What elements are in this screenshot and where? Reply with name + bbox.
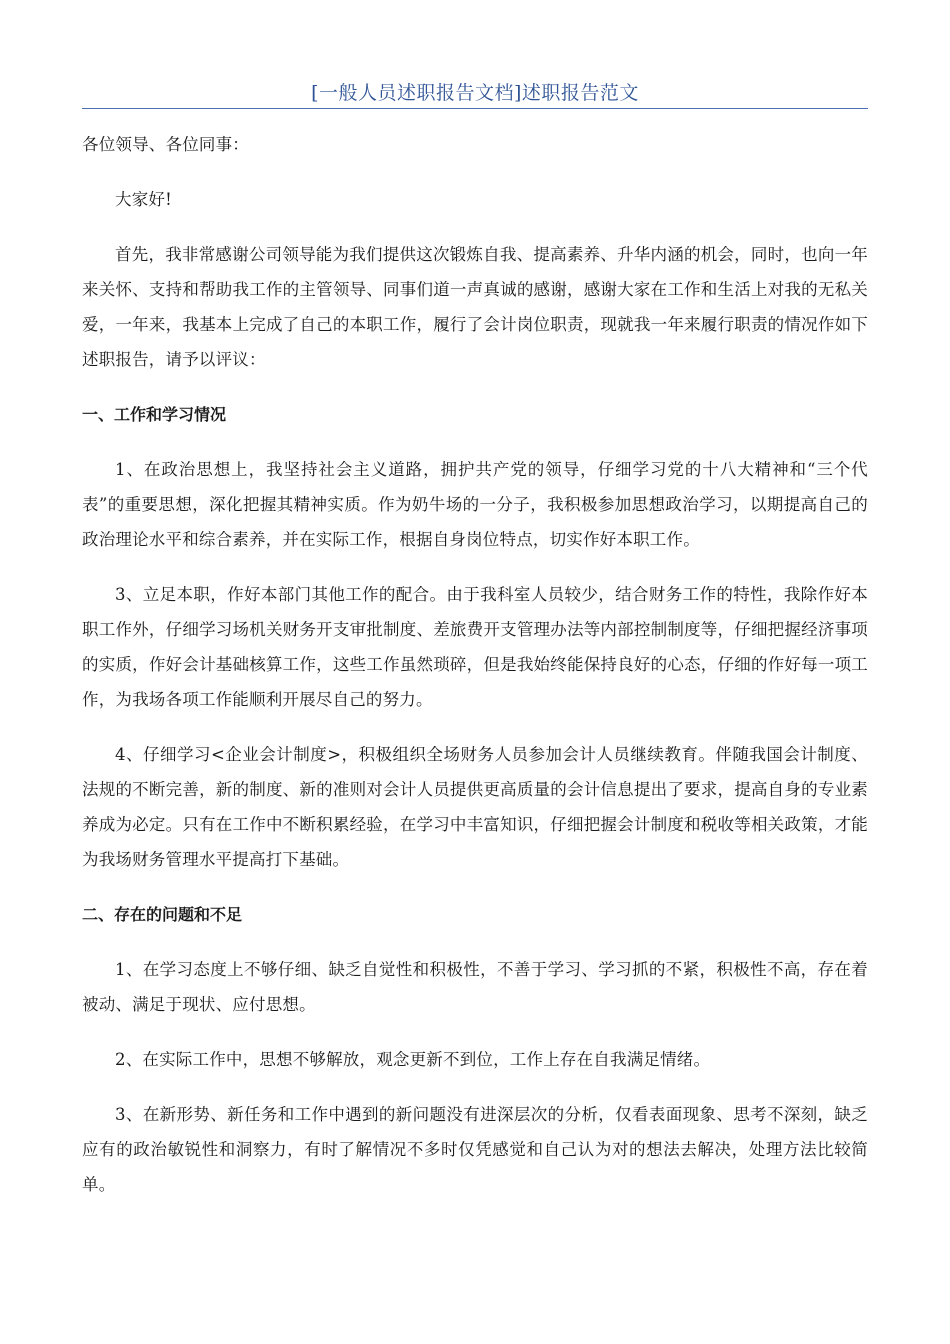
section1-item: 4、仔细学习<企业会计制度>，积极组织全场财务人员参加会计人员继续教育。伴随我国会计制度、法规的不断完善，新的制度、新的准则对会计人员提供更高质量的会计信息提出了要求，提高自身的专业素养成为必定。只有在工作中不断积累经验，在学习中丰富知识，仔细把握会计制度和税收等相关政策，才能为我场财务管理水平提高打下基础。: [82, 745, 868, 869]
title-underline: [82, 108, 868, 109]
section1-item: 3、立足本职，作好本部门其他工作的配合。由于我科室人员较少，结合财务工作的特性，我除作好本职工作外，仔细学习场机关财务开支审批制度、差旅费开支管理办法等内部控制制度等，仔细把握经济事项的实质，作好会计基础核算工作，这些工作虽然琐碎，但是我始终能保持良好的心态，仔细的作好每一项工作，为我场各项工作能顺利开展尽自己的努力。: [82, 585, 868, 709]
section-heading-work-study: 一、工作和学习情况: [82, 405, 227, 424]
section2-item: 3、在新形势、新任务和工作中遇到的新问题没有进深层次的分析，仅看表面现象、思考不深刻，缺乏应有的政治敏锐性和洞察力，有时了解情况不多时仅凭感觉和自己认为对的想法去解决，处理方法比较简单。: [82, 1105, 868, 1194]
section2-item: 2、在实际工作中，思想不够解放，观念更新不到位，工作上存在自我满足情绪。: [115, 1050, 711, 1069]
document-title: [一般人员述职报告文档]述职报告范文: [311, 82, 639, 104]
salutation: 各位领导、各位同事：: [82, 135, 249, 154]
document-page: [82, 0, 868, 1202]
greeting: 大家好!: [115, 190, 172, 209]
section-heading-problems: 二、存在的问题和不足: [82, 905, 243, 924]
section2-item: 1、在学习态度上不够仔细、缺乏自觉性和积极性，不善于学习、学习抓的不紧，积极性不高，存在着被动、满足于现状、应付思想。: [82, 960, 868, 1014]
section1-item: 1、在政治思想上，我坚持社会主义道路，拥护共产党的领导，仔细学习党的十八大精神和“三个代表”的重要思想，深化把握其精神实质。作为奶牛场的一分子，我积极参加思想政治学习，以期提高自己的政治理论水平和综合素养，并在实际工作，根据自身岗位特点，切实作好本职工作。: [82, 460, 868, 549]
intro-paragraph: 首先，我非常感谢公司领导能为我们提供这次锻炼自我、提高素养、升华内涵的机会，同时，也向一年来关怀、支持和帮助我工作的主管领导、同事们道一声真诚的感谢，感谢大家在工作和生活上对我的无私关爱，一年来，我基本上完成了自己的本职工作，履行了会计岗位职责，现就我一年来履行职责的情况作如下述职报告，请予以评议：: [82, 245, 868, 369]
